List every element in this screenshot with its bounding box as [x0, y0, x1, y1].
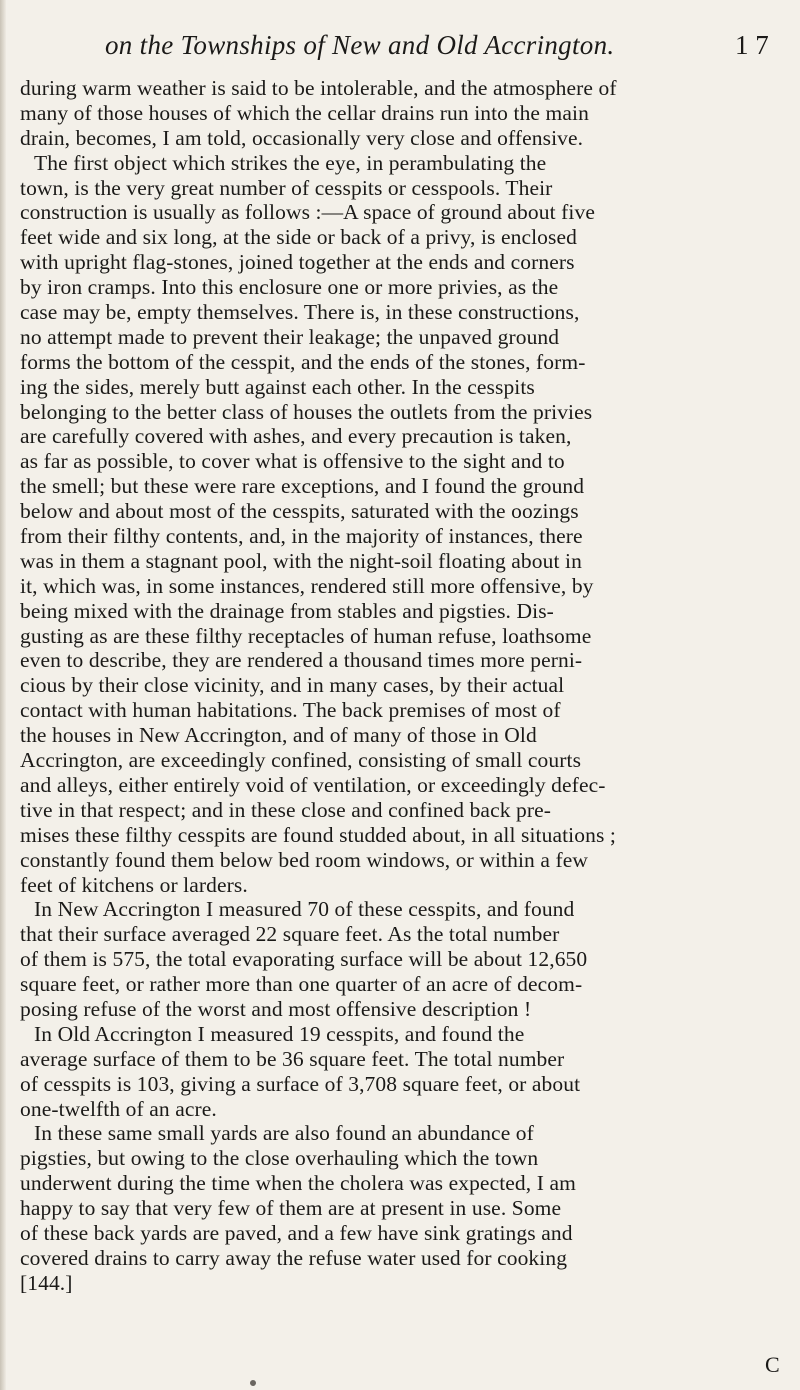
text-line: belonging to the better class of houses the outlets from the privies: [20, 399, 593, 424]
text-line: square feet, or rather more than one quarter of an acre of decom-: [20, 972, 583, 997]
text-line: it, which was, in some instances, rendered still more offensive, by: [20, 573, 594, 598]
text-line: pigsties, but owing to the close overhauling which the town: [20, 1146, 539, 1171]
page-number: 1 7: [735, 30, 769, 60]
page-shadow-edge: [0, 0, 6, 1390]
text-line: cious by their close vicinity, and in many cases, by their actual: [20, 673, 565, 698]
text-line: ing the sides, merely butt against each other. In the cesspits: [20, 374, 535, 399]
text-line: posing refuse of the worst and most offensive description !: [20, 996, 532, 1021]
text-line: even to describe, they are rendered a thousand times more perni-: [20, 648, 583, 673]
text-line: and alleys, either entirely void of ventilation, or exceedingly defec-: [20, 772, 606, 797]
text-line: gusting as are these filthy receptacles of human refuse, loathsome: [20, 623, 592, 648]
text-line: covered drains to carry away the refuse water used for cooking: [20, 1245, 568, 1270]
text-line: of them is 575, the total evaporating surface will be about 12,650: [20, 947, 588, 972]
running-title: on the Townships of New and Old Accrington.: [105, 30, 615, 60]
text-line: In Old Accrington I measured 19 cesspits, and found the: [34, 1021, 525, 1046]
body-text: [20, 76, 785, 1296]
text-line: many of those houses of which the cellar drains run into the main: [20, 100, 589, 125]
text-line: The first object which strikes the eye, in perambulating the: [34, 150, 547, 175]
text-line: of cesspits is 103, giving a surface of 3,708 square feet, or about: [20, 1071, 581, 1096]
text-line: In New Accrington I measured 70 of these cesspits, and found: [34, 897, 575, 922]
text-line: during warm weather is said to be intolerable, and the atmosphere of: [20, 76, 617, 100]
text-line: forms the bottom of the cesspit, and the ends of the stones, form-: [20, 349, 586, 374]
text-line: Accrington, are exceedingly confined, consisting of small courts: [20, 748, 582, 773]
text-line: by iron cramps. Into this enclosure one or more privies, as the: [20, 275, 559, 300]
text-line: of these back yards are paved, and a few have sink gratings and: [20, 1220, 573, 1245]
text-line: average surface of them to be 36 square feet. The total number: [20, 1046, 565, 1071]
text-line: constantly found them below bed room windows, or within a few: [20, 847, 588, 872]
text-line: was in them a stagnant pool, with the night-soil floating about in: [20, 548, 582, 573]
book-page: [20, 0, 790, 1390]
text-line: happy to say that very few of them are at present in use. Some: [20, 1196, 562, 1221]
text-line: from their filthy contents, and, in the majority of instances, there: [20, 524, 583, 549]
text-line: In these same small yards are also found an abundance of: [34, 1121, 534, 1146]
text-line: town, is the very great number of cesspits or cesspools. Their: [20, 175, 553, 200]
running-head: [20, 30, 770, 70]
text-line: drain, becomes, I am told, occasionally very close and offensive.: [20, 125, 584, 150]
text-line: being mixed with the drainage from stables and pigsties. Dis-: [20, 598, 554, 623]
text-line: mises these filthy cesspits are found studded about, in all situations ;: [20, 822, 616, 847]
text-line: one-twelfth of an acre.: [20, 1096, 217, 1121]
text-line: no attempt made to prevent their leakage; the unpaved ground: [20, 324, 560, 349]
text-line: tive in that respect; and in these close and confined back pre-: [20, 797, 552, 822]
text-line: as far as possible, to cover what is offensive to the sight and to: [20, 449, 565, 474]
text-line: underwent during the time when the cholera was expected, I am: [20, 1171, 576, 1196]
text-line: that their surface averaged 22 square feet. As the total number: [20, 922, 560, 947]
text-line: contact with human habitations. The back premises of most of: [20, 698, 561, 723]
text-line: case may be, empty themselves. There is, in these constructions,: [20, 300, 580, 325]
text-line: the smell; but these were rare exceptions, and I found the ground: [20, 474, 585, 499]
text-line: below and about most of the cesspits, saturated with the oozings: [20, 499, 579, 524]
text-line: with upright flag-stones, joined together at the ends and corners: [20, 250, 575, 275]
ink-smudge: [250, 1380, 256, 1386]
text-line: construction is usually as follows :—A space of ground about five: [20, 200, 595, 225]
text-line: feet of kitchens or larders.: [20, 872, 248, 897]
text-line: are carefully covered with ashes, and every precaution is taken,: [20, 424, 572, 449]
text-line: [144.]: [20, 1270, 73, 1295]
text-line: feet wide and six long, at the side or back of a privy, is enclosed: [20, 225, 577, 250]
text-line: the houses in New Accrington, and of many of those in Old: [20, 723, 537, 748]
signature-mark: C: [765, 1352, 780, 1377]
